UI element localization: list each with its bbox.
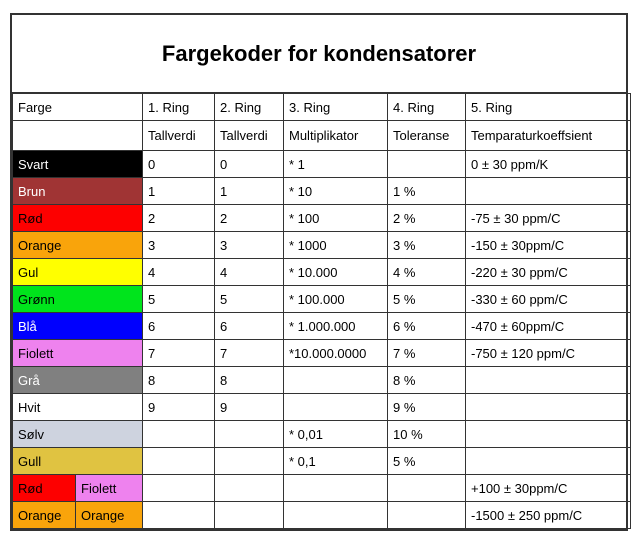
color-swatch-cell: Rød — [13, 475, 76, 502]
ring4-toleranse-cell: 6 % — [388, 313, 466, 340]
ring4-toleranse-cell — [388, 151, 466, 178]
ring3-multiplikator-cell — [284, 475, 388, 502]
header-farge-sub — [13, 121, 143, 151]
ring2-tallverdi-cell: 8 — [215, 367, 284, 394]
ring4-toleranse-cell: 9 % — [388, 394, 466, 421]
ring2-tallverdi-cell: 3 — [215, 232, 284, 259]
color-swatch-cell: Rød — [13, 205, 143, 232]
color-swatch-cell: Sølv — [13, 421, 143, 448]
table-row — [13, 394, 631, 421]
ring2-tallverdi-cell: 1 — [215, 178, 284, 205]
ring5-temperaturkoeffisient-cell: -150 ± 30ppm/C — [466, 232, 631, 259]
color-swatch-cell: Gull — [13, 448, 143, 475]
ring2-tallverdi-cell — [215, 448, 284, 475]
ring3-multiplikator-cell — [284, 394, 388, 421]
header-ring1: 1. Ring — [143, 94, 215, 121]
color-swatch-cell: Orange — [13, 232, 143, 259]
color-swatch-cell: Grå — [13, 367, 143, 394]
ring5-temperaturkoeffisient-cell: -750 ± 120 ppm/C — [466, 340, 631, 367]
table-row — [13, 502, 631, 529]
ring4-toleranse-cell: 8 % — [388, 367, 466, 394]
ring1-tallverdi-cell: 3 — [143, 232, 215, 259]
ring3-multiplikator-cell: * 1000 — [284, 232, 388, 259]
table-row — [13, 475, 631, 502]
table-row — [13, 286, 631, 313]
ring1-tallverdi-cell: 1 — [143, 178, 215, 205]
ring5-temperaturkoeffisient-cell — [466, 367, 631, 394]
ring5-temperaturkoeffisient-cell: +100 ± 30ppm/C — [466, 475, 631, 502]
ring5-temperaturkoeffisient-cell: -470 ± 60ppm/C — [466, 313, 631, 340]
ring2-tallverdi-cell: 7 — [215, 340, 284, 367]
header-temperaturkoeffisient: Temparaturkoeffsient — [466, 121, 631, 151]
ring3-multiplikator-cell: * 1 — [284, 151, 388, 178]
color-swatch-cell: Fiolett — [76, 475, 143, 502]
ring3-multiplikator-cell — [284, 367, 388, 394]
header-ring4: 4. Ring — [388, 94, 466, 121]
ring4-toleranse-cell: 7 % — [388, 340, 466, 367]
ring3-multiplikator-cell — [284, 502, 388, 529]
ring5-temperaturkoeffisient-cell — [466, 421, 631, 448]
table-row — [13, 178, 631, 205]
ring1-tallverdi-cell: 2 — [143, 205, 215, 232]
color-swatch-cell: Svart — [13, 151, 143, 178]
ring3-multiplikator-cell: * 100.000 — [284, 286, 388, 313]
header-tallverdi-2: Tallverdi — [215, 121, 284, 151]
ring3-multiplikator-cell: *10.000.0000 — [284, 340, 388, 367]
table-row — [13, 367, 631, 394]
ring4-toleranse-cell: 2 % — [388, 205, 466, 232]
ring3-multiplikator-cell: * 0,01 — [284, 421, 388, 448]
header-farge: Farge — [13, 94, 143, 121]
ring4-toleranse-cell: 5 % — [388, 448, 466, 475]
color-swatch-cell: Gul — [13, 259, 143, 286]
ring2-tallverdi-cell: 4 — [215, 259, 284, 286]
table-row — [13, 313, 631, 340]
header-multiplikator: Multiplikator — [284, 121, 388, 151]
ring1-tallverdi-cell: 7 — [143, 340, 215, 367]
ring4-toleranse-cell — [388, 502, 466, 529]
ring3-multiplikator-cell: * 0,1 — [284, 448, 388, 475]
ring2-tallverdi-cell — [215, 475, 284, 502]
table-row — [13, 421, 631, 448]
ring3-multiplikator-cell: * 10.000 — [284, 259, 388, 286]
ring4-toleranse-cell: 3 % — [388, 232, 466, 259]
ring1-tallverdi-cell: 9 — [143, 394, 215, 421]
ring2-tallverdi-cell: 5 — [215, 286, 284, 313]
ring3-multiplikator-cell: * 10 — [284, 178, 388, 205]
header-ring3: 3. Ring — [284, 94, 388, 121]
ring4-toleranse-cell: 5 % — [388, 286, 466, 313]
header-toleranse: Toleranse — [388, 121, 466, 151]
page-title: Fargekoder for kondensatorer — [12, 15, 626, 93]
header-row-rings — [13, 94, 631, 121]
ring2-tallverdi-cell: 6 — [215, 313, 284, 340]
ring3-multiplikator-cell: * 100 — [284, 205, 388, 232]
ring5-temperaturkoeffisient-cell: 0 ± 30 ppm/K — [466, 151, 631, 178]
header-tallverdi-1: Tallverdi — [143, 121, 215, 151]
ring3-multiplikator-cell: * 1.000.000 — [284, 313, 388, 340]
ring1-tallverdi-cell: 0 — [143, 151, 215, 178]
color-swatch-cell: Fiolett — [13, 340, 143, 367]
capacitor-color-code-sheet — [10, 13, 628, 531]
ring5-temperaturkoeffisient-cell — [466, 178, 631, 205]
ring5-temperaturkoeffisient-cell: -1500 ± 250 ppm/C — [466, 502, 631, 529]
header-ring5: 5. Ring — [466, 94, 631, 121]
color-swatch-cell: Grønn — [13, 286, 143, 313]
ring2-tallverdi-cell: 9 — [215, 394, 284, 421]
ring2-tallverdi-cell — [215, 502, 284, 529]
table-row — [13, 259, 631, 286]
color-swatch-cell: Brun — [13, 178, 143, 205]
header-ring2: 2. Ring — [215, 94, 284, 121]
ring5-temperaturkoeffisient-cell: -75 ± 30 ppm/C — [466, 205, 631, 232]
ring1-tallverdi-cell: 8 — [143, 367, 215, 394]
ring1-tallverdi-cell: 4 — [143, 259, 215, 286]
ring1-tallverdi-cell: 6 — [143, 313, 215, 340]
ring5-temperaturkoeffisient-cell: -330 ± 60 ppm/C — [466, 286, 631, 313]
ring1-tallverdi-cell: 5 — [143, 286, 215, 313]
header-row-meanings — [13, 121, 631, 151]
ring4-toleranse-cell: 10 % — [388, 421, 466, 448]
table-row — [13, 340, 631, 367]
table-row — [13, 232, 631, 259]
ring2-tallverdi-cell — [215, 421, 284, 448]
capacitor-color-code-table — [12, 93, 631, 529]
table-row — [13, 448, 631, 475]
color-swatch-cell: Orange — [76, 502, 143, 529]
ring4-toleranse-cell: 1 % — [388, 178, 466, 205]
ring5-temperaturkoeffisient-cell — [466, 448, 631, 475]
color-swatch-cell: Orange — [13, 502, 76, 529]
ring2-tallverdi-cell: 0 — [215, 151, 284, 178]
ring1-tallverdi-cell — [143, 421, 215, 448]
ring5-temperaturkoeffisient-cell — [466, 394, 631, 421]
ring4-toleranse-cell: 4 % — [388, 259, 466, 286]
ring2-tallverdi-cell: 2 — [215, 205, 284, 232]
color-swatch-cell: Blå — [13, 313, 143, 340]
ring1-tallverdi-cell — [143, 502, 215, 529]
table-row — [13, 205, 631, 232]
ring5-temperaturkoeffisient-cell: -220 ± 30 ppm/C — [466, 259, 631, 286]
ring1-tallverdi-cell — [143, 448, 215, 475]
ring1-tallverdi-cell — [143, 475, 215, 502]
table-row — [13, 151, 631, 178]
color-swatch-cell: Hvit — [13, 394, 143, 421]
ring4-toleranse-cell — [388, 475, 466, 502]
